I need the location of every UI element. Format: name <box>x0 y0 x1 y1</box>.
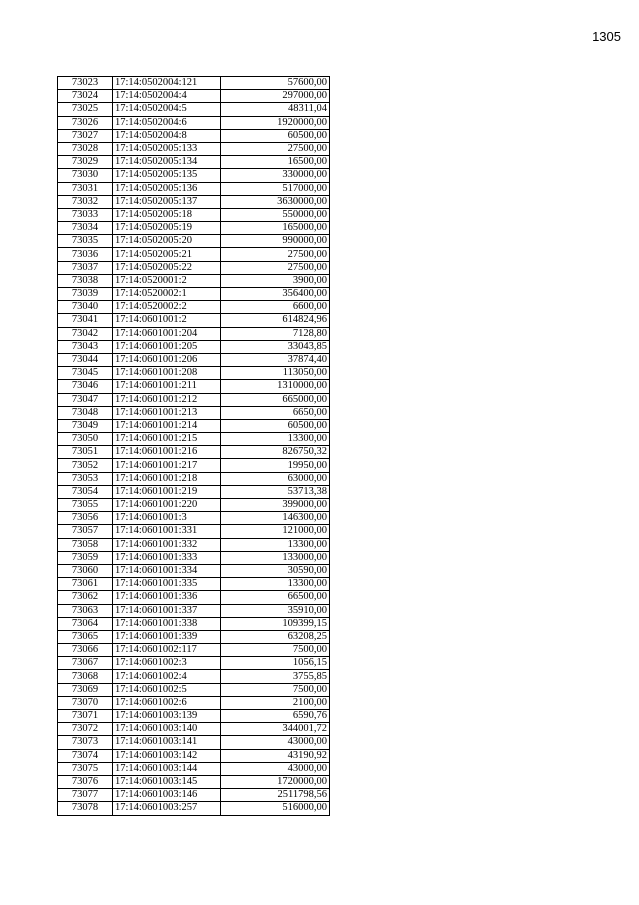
cadastral-value-cell: 57600,00 <box>221 77 330 90</box>
cadastral-number-cell: 17:14:0601001:332 <box>113 538 221 551</box>
cadastral-number-cell: 17:14:0502005:134 <box>113 156 221 169</box>
cadastral-number-cell: 17:14:0601001:220 <box>113 499 221 512</box>
table-row <box>58 499 330 512</box>
cadastral-value-cell: 990000,00 <box>221 235 330 248</box>
table-row <box>58 670 330 683</box>
row-number-cell: 73053 <box>58 472 113 485</box>
cadastral-number-cell: 17:14:0601001:216 <box>113 446 221 459</box>
table-row <box>58 142 330 155</box>
row-number-cell: 73026 <box>58 116 113 129</box>
table-row <box>58 393 330 406</box>
cadastral-value-cell: 6600,00 <box>221 301 330 314</box>
row-number-cell: 73033 <box>58 208 113 221</box>
table-row <box>58 195 330 208</box>
cadastral-value-cell: 330000,00 <box>221 169 330 182</box>
cadastral-value-cell: 27500,00 <box>221 142 330 155</box>
cadastral-value-cell: 7500,00 <box>221 644 330 657</box>
row-number-cell: 73025 <box>58 103 113 116</box>
cadastral-number-cell: 17:14:0601001:212 <box>113 393 221 406</box>
cadastral-value-cell: 826750,32 <box>221 446 330 459</box>
row-number-cell: 73046 <box>58 380 113 393</box>
row-number-cell: 73029 <box>58 156 113 169</box>
cadastral-value-cell: 109399,15 <box>221 617 330 630</box>
cadastral-value-cell: 3630000,00 <box>221 195 330 208</box>
table-row <box>58 551 330 564</box>
cadastral-number-cell: 17:14:0601002:117 <box>113 644 221 657</box>
table-row <box>58 380 330 393</box>
table-row <box>58 182 330 195</box>
row-number-cell: 73032 <box>58 195 113 208</box>
table-row <box>58 77 330 90</box>
row-number-cell: 73060 <box>58 564 113 577</box>
cadastral-value-cell: 1056,15 <box>221 657 330 670</box>
cadastral-value-cell: 165000,00 <box>221 222 330 235</box>
row-number-cell: 73069 <box>58 683 113 696</box>
cadastral-number-cell: 17:14:0502005:133 <box>113 142 221 155</box>
cadastral-number-cell: 17:14:0601001:339 <box>113 630 221 643</box>
row-number-cell: 73030 <box>58 169 113 182</box>
page-number: 1305 <box>592 29 621 44</box>
row-number-cell: 73070 <box>58 696 113 709</box>
table-row <box>58 617 330 630</box>
table-row <box>58 802 330 815</box>
table-row <box>58 564 330 577</box>
row-number-cell: 73074 <box>58 749 113 762</box>
cadastral-number-cell: 17:14:0601001:338 <box>113 617 221 630</box>
cadastral-number-cell: 17:14:0502004:4 <box>113 90 221 103</box>
table-row <box>58 789 330 802</box>
row-number-cell: 73064 <box>58 617 113 630</box>
table-row <box>58 578 330 591</box>
cadastral-value-cell: 133000,00 <box>221 551 330 564</box>
table-row <box>58 485 330 498</box>
cadastral-number-cell: 17:14:0502004:8 <box>113 129 221 142</box>
table-row <box>58 261 330 274</box>
row-number-cell: 73056 <box>58 512 113 525</box>
cadastral-number-cell: 17:14:0601003:145 <box>113 775 221 788</box>
table-row <box>58 736 330 749</box>
row-number-cell: 73057 <box>58 525 113 538</box>
table-row <box>58 459 330 472</box>
cadastral-number-cell: 17:14:0601001:218 <box>113 472 221 485</box>
cadastral-number-cell: 17:14:0601001:334 <box>113 564 221 577</box>
cadastral-number-cell: 17:14:0601001:208 <box>113 367 221 380</box>
cadastral-value-cell: 48311,04 <box>221 103 330 116</box>
cadastral-number-cell: 17:14:0502005:18 <box>113 208 221 221</box>
table-row <box>58 129 330 142</box>
cadastral-number-cell: 17:14:0601001:337 <box>113 604 221 617</box>
cadastral-value-cell: 6650,00 <box>221 406 330 419</box>
cadastral-number-cell: 17:14:0601003:141 <box>113 736 221 749</box>
cadastral-value-cell: 60500,00 <box>221 419 330 432</box>
cadastral-number-cell: 17:14:0601002:4 <box>113 670 221 683</box>
cadastral-value-cell: 2100,00 <box>221 696 330 709</box>
row-number-cell: 73041 <box>58 314 113 327</box>
row-number-cell: 73045 <box>58 367 113 380</box>
table-row <box>58 222 330 235</box>
cadastral-number-cell: 17:14:0601001:333 <box>113 551 221 564</box>
row-number-cell: 73058 <box>58 538 113 551</box>
cadastral-value-cell: 3755,85 <box>221 670 330 683</box>
cadastral-value-cell: 63208,25 <box>221 630 330 643</box>
cadastral-value-cell: 60500,00 <box>221 129 330 142</box>
cadastral-number-cell: 17:14:0601003:144 <box>113 762 221 775</box>
table-row <box>58 419 330 432</box>
table-row <box>58 90 330 103</box>
cadastral-value-cell: 146300,00 <box>221 512 330 525</box>
row-number-cell: 73023 <box>58 77 113 90</box>
cadastral-number-cell: 17:14:0520002:1 <box>113 288 221 301</box>
table-row <box>58 288 330 301</box>
cadastral-number-cell: 17:14:0601002:3 <box>113 657 221 670</box>
cadastral-number-cell: 17:14:0601001:336 <box>113 591 221 604</box>
cadastral-number-cell: 17:14:0601001:335 <box>113 578 221 591</box>
cadastral-value-cell: 27500,00 <box>221 261 330 274</box>
cadastral-value-cell: 7500,00 <box>221 683 330 696</box>
row-number-cell: 73024 <box>58 90 113 103</box>
table-row <box>58 710 330 723</box>
table-row <box>58 446 330 459</box>
cadastral-number-cell: 17:14:0502004:121 <box>113 77 221 90</box>
cadastral-number-cell: 17:14:0601003:139 <box>113 710 221 723</box>
cadastral-number-cell: 17:14:0601002:6 <box>113 696 221 709</box>
table-row <box>58 775 330 788</box>
cadastral-number-cell: 17:14:0601001:211 <box>113 380 221 393</box>
table-row <box>58 367 330 380</box>
row-number-cell: 73073 <box>58 736 113 749</box>
cadastral-number-cell: 17:14:0502005:21 <box>113 248 221 261</box>
cadastral-value-cell: 53713,38 <box>221 485 330 498</box>
table-row <box>58 433 330 446</box>
cadastral-value-cell: 13300,00 <box>221 433 330 446</box>
row-number-cell: 73062 <box>58 591 113 604</box>
row-number-cell: 73061 <box>58 578 113 591</box>
row-number-cell: 73054 <box>58 485 113 498</box>
cadastral-value-cell: 35910,00 <box>221 604 330 617</box>
cadastral-value-cell: 113050,00 <box>221 367 330 380</box>
cadastral-value-cell: 344001,72 <box>221 723 330 736</box>
cadastral-number-cell: 17:14:0601003:142 <box>113 749 221 762</box>
cadastral-value-cell: 517000,00 <box>221 182 330 195</box>
table-row <box>58 512 330 525</box>
cadastral-value-cell: 297000,00 <box>221 90 330 103</box>
cadastral-number-cell: 17:14:0502005:22 <box>113 261 221 274</box>
cadastral-value-cell: 66500,00 <box>221 591 330 604</box>
row-number-cell: 73072 <box>58 723 113 736</box>
cadastral-number-cell: 17:14:0601003:146 <box>113 789 221 802</box>
cadastral-value-cell: 63000,00 <box>221 472 330 485</box>
row-number-cell: 73048 <box>58 406 113 419</box>
row-number-cell: 73040 <box>58 301 113 314</box>
cadastral-value-cell: 550000,00 <box>221 208 330 221</box>
table-row <box>58 169 330 182</box>
cadastral-value-cell: 33043,85 <box>221 340 330 353</box>
table-row <box>58 208 330 221</box>
table-row <box>58 749 330 762</box>
row-number-cell: 73050 <box>58 433 113 446</box>
table-row <box>58 644 330 657</box>
table-row <box>58 683 330 696</box>
cadastral-value-cell: 614824,96 <box>221 314 330 327</box>
row-number-cell: 73044 <box>58 353 113 366</box>
table-body <box>58 77 330 816</box>
cadastral-number-cell: 17:14:0502005:136 <box>113 182 221 195</box>
cadastral-value-cell: 27500,00 <box>221 248 330 261</box>
cadastral-number-cell: 17:14:0601001:217 <box>113 459 221 472</box>
row-number-cell: 73051 <box>58 446 113 459</box>
table-row <box>58 103 330 116</box>
table-row <box>58 248 330 261</box>
cadastral-number-cell: 17:14:0601003:140 <box>113 723 221 736</box>
cadastral-value-cell: 1310000,00 <box>221 380 330 393</box>
row-number-cell: 73049 <box>58 419 113 432</box>
cadastral-value-cell: 43000,00 <box>221 762 330 775</box>
cadastral-value-cell: 16500,00 <box>221 156 330 169</box>
cadastral-value-cell: 19950,00 <box>221 459 330 472</box>
cadastral-number-cell: 17:14:0601003:257 <box>113 802 221 815</box>
cadastral-value-cell: 37874,40 <box>221 353 330 366</box>
row-number-cell: 73065 <box>58 630 113 643</box>
table-row <box>58 301 330 314</box>
table-row <box>58 353 330 366</box>
table-row <box>58 525 330 538</box>
cadastral-value-cell: 43000,00 <box>221 736 330 749</box>
table-row <box>58 327 330 340</box>
cadastral-number-cell: 17:14:0520002:2 <box>113 301 221 314</box>
row-number-cell: 73036 <box>58 248 113 261</box>
cadastral-number-cell: 17:14:0601002:5 <box>113 683 221 696</box>
table-row <box>58 116 330 129</box>
cadastral-number-cell: 17:14:0502005:20 <box>113 235 221 248</box>
cadastral-value-cell: 399000,00 <box>221 499 330 512</box>
cadastral-value-cell: 7128,80 <box>221 327 330 340</box>
cadastral-value-cell: 43190,92 <box>221 749 330 762</box>
cadastral-number-cell: 17:14:0601001:214 <box>113 419 221 432</box>
row-number-cell: 73043 <box>58 340 113 353</box>
row-number-cell: 73027 <box>58 129 113 142</box>
table-row <box>58 604 330 617</box>
cadastral-value-table <box>57 76 330 816</box>
cadastral-value-cell: 665000,00 <box>221 393 330 406</box>
cadastral-number-cell: 17:14:0601001:204 <box>113 327 221 340</box>
row-number-cell: 73067 <box>58 657 113 670</box>
table-row <box>58 696 330 709</box>
cadastral-value-cell: 356400,00 <box>221 288 330 301</box>
table-row <box>58 630 330 643</box>
cadastral-number-cell: 17:14:0502005:137 <box>113 195 221 208</box>
row-number-cell: 73037 <box>58 261 113 274</box>
cadastral-number-cell: 17:14:0601001:213 <box>113 406 221 419</box>
row-number-cell: 73042 <box>58 327 113 340</box>
table-row <box>58 657 330 670</box>
row-number-cell: 73035 <box>58 235 113 248</box>
row-number-cell: 73047 <box>58 393 113 406</box>
row-number-cell: 73059 <box>58 551 113 564</box>
cadastral-value-cell: 1920000,00 <box>221 116 330 129</box>
cadastral-number-cell: 17:14:0601001:206 <box>113 353 221 366</box>
row-number-cell: 73063 <box>58 604 113 617</box>
cadastral-number-cell: 17:14:0601001:331 <box>113 525 221 538</box>
cadastral-number-cell: 17:14:0601001:205 <box>113 340 221 353</box>
cadastral-number-cell: 17:14:0502004:6 <box>113 116 221 129</box>
row-number-cell: 73077 <box>58 789 113 802</box>
cadastral-value-cell: 13300,00 <box>221 538 330 551</box>
row-number-cell: 73071 <box>58 710 113 723</box>
table-row <box>58 591 330 604</box>
table-row <box>58 274 330 287</box>
table-row <box>58 406 330 419</box>
row-number-cell: 73078 <box>58 802 113 815</box>
cadastral-number-cell: 17:14:0502005:19 <box>113 222 221 235</box>
table-row <box>58 538 330 551</box>
table-row <box>58 235 330 248</box>
row-number-cell: 73031 <box>58 182 113 195</box>
cadastral-number-cell: 17:14:0502004:5 <box>113 103 221 116</box>
cadastral-number-cell: 17:14:0601001:215 <box>113 433 221 446</box>
table-row <box>58 314 330 327</box>
cadastral-value-cell: 30590,00 <box>221 564 330 577</box>
cadastral-number-cell: 17:14:0601001:2 <box>113 314 221 327</box>
row-number-cell: 73075 <box>58 762 113 775</box>
row-number-cell: 73034 <box>58 222 113 235</box>
row-number-cell: 73066 <box>58 644 113 657</box>
row-number-cell: 73028 <box>58 142 113 155</box>
row-number-cell: 73068 <box>58 670 113 683</box>
cadastral-value-cell: 13300,00 <box>221 578 330 591</box>
table-row <box>58 472 330 485</box>
row-number-cell: 73039 <box>58 288 113 301</box>
cadastral-number-cell: 17:14:0502005:135 <box>113 169 221 182</box>
row-number-cell: 73038 <box>58 274 113 287</box>
cadastral-value-cell: 3900,00 <box>221 274 330 287</box>
cadastral-value-cell: 2511798,56 <box>221 789 330 802</box>
table-row <box>58 156 330 169</box>
cadastral-number-cell: 17:14:0601001:3 <box>113 512 221 525</box>
table-row <box>58 723 330 736</box>
cadastral-number-cell: 17:14:0520001:2 <box>113 274 221 287</box>
cadastral-value-cell: 516000,00 <box>221 802 330 815</box>
row-number-cell: 73055 <box>58 499 113 512</box>
row-number-cell: 73076 <box>58 775 113 788</box>
cadastral-number-cell: 17:14:0601001:219 <box>113 485 221 498</box>
table-row <box>58 340 330 353</box>
table-row <box>58 762 330 775</box>
row-number-cell: 73052 <box>58 459 113 472</box>
cadastral-value-cell: 121000,00 <box>221 525 330 538</box>
cadastral-value-cell: 6590,76 <box>221 710 330 723</box>
cadastral-value-cell: 1720000,00 <box>221 775 330 788</box>
